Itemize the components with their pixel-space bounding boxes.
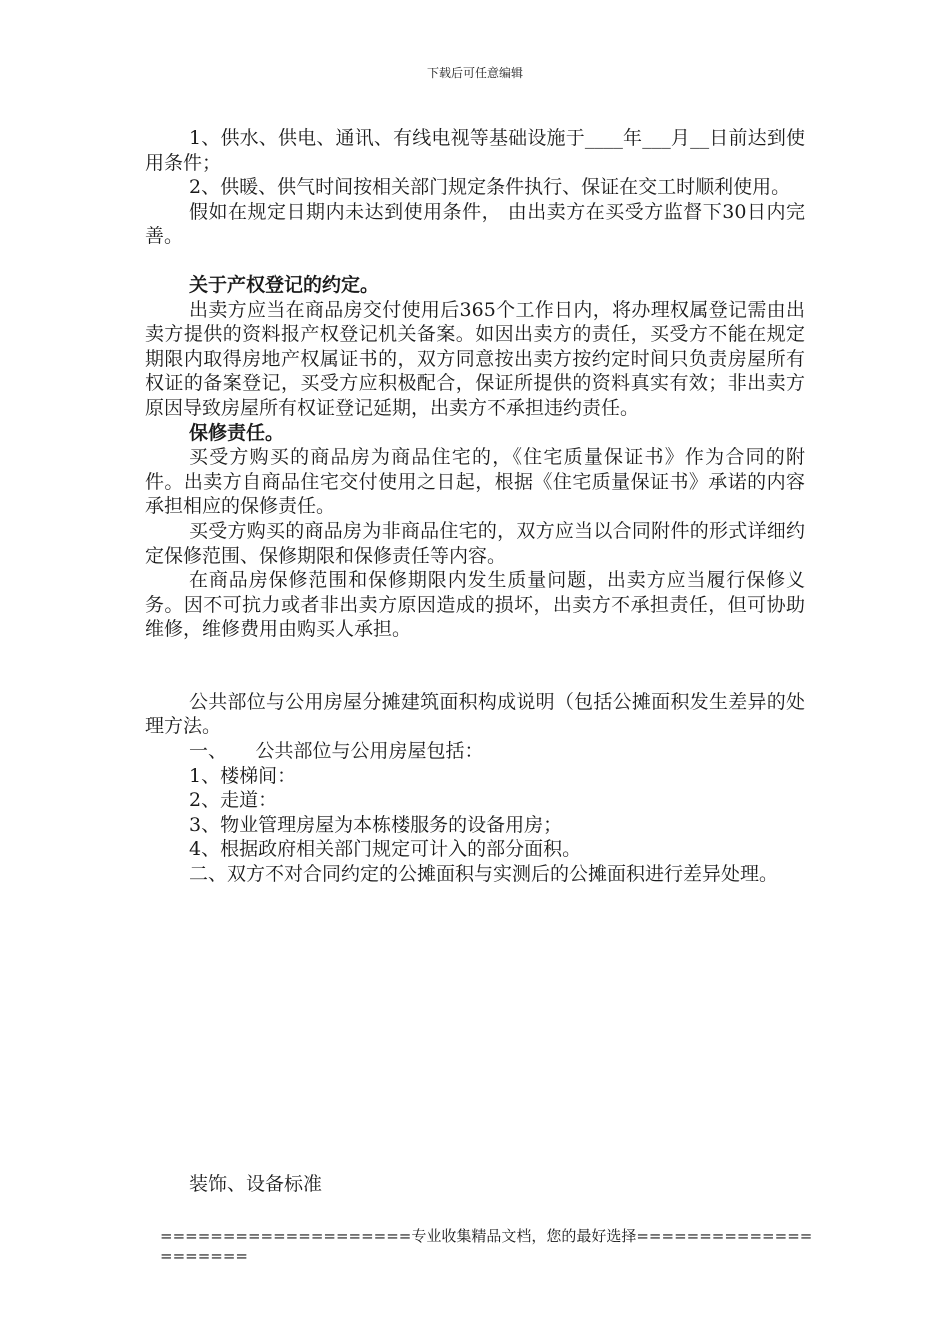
list-item-stairwell: 1、楼梯间：: [189, 764, 297, 787]
list-item-equipment-room: 3、物业管理房屋为本栋楼服务的设备用房；: [189, 813, 563, 836]
paragraph-warranty-residential: 买受方购买的商品房为商品住宅的，《住宅质量保证书》作为合同的附件。出卖方自商品住宅交付使用之日起，根据《住宅质量保证书》承诺的内容承担相应的保修责任。: [145, 446, 805, 518]
section-title-decoration: 装饰、设备标准: [189, 1173, 323, 1195]
page-header: 下载后可任意编辑: [426, 66, 523, 80]
heading-property-registration: 关于产权登记的约定。: [189, 273, 380, 296]
paragraph-no-difference: 二、双方不对合同约定的公摊面积与实测后的公摊面积进行差异处理。: [189, 863, 779, 886]
paragraph-remedy: 假如在规定日期内未达到使用条件， 由出卖方在买受方监督下30日内完善。: [145, 200, 805, 248]
paragraph-warranty-nonresidential: 买受方购买的商品房为非商品住宅的，双方应当以合同附件的形式详细约定保修范围、保修期限和保修责任等内容。: [145, 519, 805, 567]
footer-text: ====================专业收集精品文档，您的最好选择=====================: [160, 1227, 813, 1265]
paragraph-warranty-obligation: 在商品房保修范围和保修期限内发生质量问题，出卖方应当履行保修义务。因不可抗力或者非出卖方原因造成的损坏，出卖方不承担责任，但可协助维修，维修费用由购买人承担。: [145, 569, 805, 641]
page-footer: [145, 1226, 815, 1266]
list-item-corridor: 2、走道：: [189, 789, 278, 812]
list-item-government-area: 4、根据政府相关部门规定可计入的部分面积。: [189, 838, 582, 861]
paragraph-registration: 出卖方应当在商品房交付使用后365个工作日内，将办理权属登记需由出卖方提供的资料报产权登记机关备案。如因出卖方的责任，买受方不能在规定期限内取得房地产权属证书的，双方同意按出卖方按约定时间只负责房屋所有权证的备案登记，买受方应积极配合，保证所提供的资料真实有效；非出卖方原因导致房屋所有权证登记延期，出卖方不承担违约责任。: [145, 298, 805, 419]
heading-warranty: 保修责任。: [189, 421, 285, 444]
document-body: [145, 126, 805, 887]
paragraph-shared-area: 公共部位与公用房屋分摊建筑面积构成说明（包括公摊面积发生差异的处理方法。: [145, 690, 805, 738]
paragraph-heating: 2、供暖、供气时间按相关部门规定条件执行、保证在交工时顺利使用。: [189, 176, 791, 199]
paragraph-shared-includes: 一、 公共部位与公用房屋包括：: [189, 740, 484, 763]
paragraph-infrastructure: 1、供水、供电、通讯、有线电视等基础设施于____年___月__日前达到使用条件；: [145, 127, 805, 174]
